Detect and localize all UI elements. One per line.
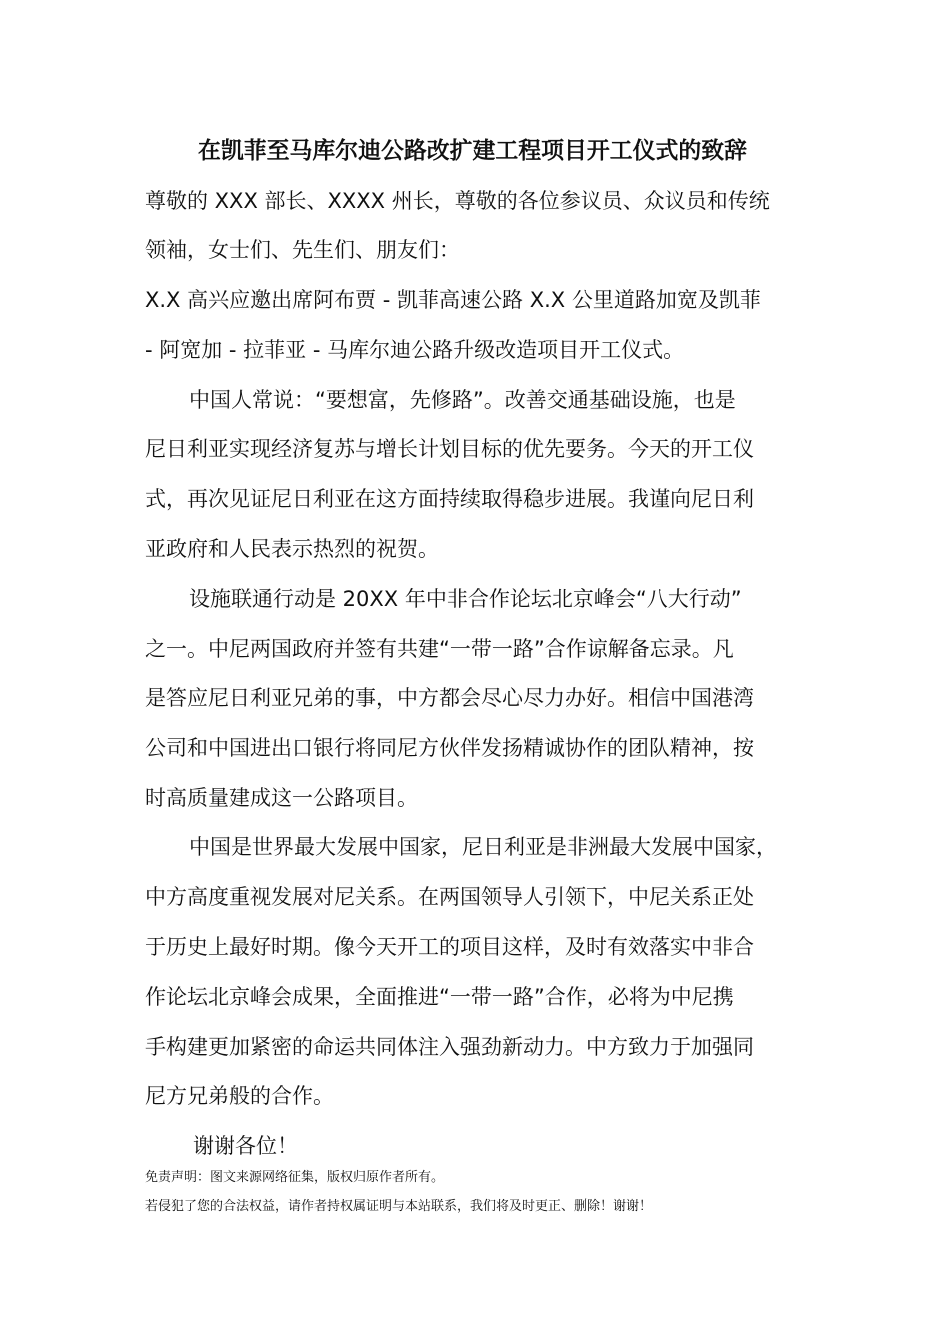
paragraph-line: 作论坛北京峰会成果，全面推进“一带一路”合作，必将为中尼携: [145, 985, 734, 1009]
paragraph-line: 尼方兄弟般的合作。: [145, 1084, 334, 1108]
paragraph-line: 式，再次见证尼日利亚在这方面持续取得稳步进展。我谨向尼日利: [145, 487, 754, 511]
disclaimer-line: 若侵犯了您的合法权益，请作者持权属证明与本站联系，我们将及时更正、删除！谢谢！: [145, 1199, 653, 1214]
disclaimer-line: 免责声明：图文来源网络征集，版权归原作者所有。: [145, 1170, 445, 1185]
paragraph-line: 是答应尼日利亚兄弟的事，中方都会尽心尽力办好。相信中国港湾: [145, 686, 754, 710]
paragraph-line: 之一。中尼两国政府并签有共建“一带一路”合作谅解备忘录。凡: [145, 637, 734, 661]
paragraph-line: 尼日利亚实现经济复苏与增长计划目标的优先要务。今天的开工仪: [145, 437, 754, 461]
opening-line: X.X 高兴应邀出席阿布贾 - 凯菲高速公路 X.X 公里道路加宽及凯菲: [145, 288, 761, 312]
paragraph-line: 手构建更加紧密的命运共同体注入强劲新动力。中方致力于加强同: [145, 1035, 754, 1059]
paragraph-line: 于历史上最好时期。像今天开工的项目这样，及时有效落实中非合: [145, 935, 754, 959]
salutation-line: 领袖，女士们、先生们、朋友们：: [145, 238, 460, 262]
paragraph-line: 公司和中国进出口银行将同尼方伙伴发扬精诚协作的团队精神，按: [145, 736, 754, 760]
paragraph-line: 亚政府和人民表示热烈的祝贺。: [145, 537, 439, 561]
closing-thanks: 谢谢各位！: [193, 1134, 298, 1158]
paragraph-line: 时高质量建成这一公路项目。: [145, 786, 418, 810]
opening-line: - 阿宽加 - 拉菲亚 - 马库尔迪公路升级改造项目开工仪式。: [145, 338, 685, 362]
document-title: 在凯菲至马库尔迪公路改扩建工程项目开工仪式的致辞: [197, 138, 748, 164]
paragraph-line: 设施联通行动是 20XX 年中非合作论坛北京峰会“八大行动”: [189, 587, 742, 611]
salutation-line: 尊敬的 XXX 部长、XXXX 州长，尊敬的各位参议员、众议员和传统: [145, 189, 770, 213]
paragraph-line: 中方高度重视发展对尼关系。在两国领导人引领下，中尼关系正处: [145, 885, 754, 909]
paragraph-line: 中国人常说：“要想富，先修路”。改善交通基础设施，也是: [189, 388, 736, 412]
paragraph-line: 中国是世界最大发展中国家，尼日利亚是非洲最大发展中国家，: [189, 835, 777, 859]
